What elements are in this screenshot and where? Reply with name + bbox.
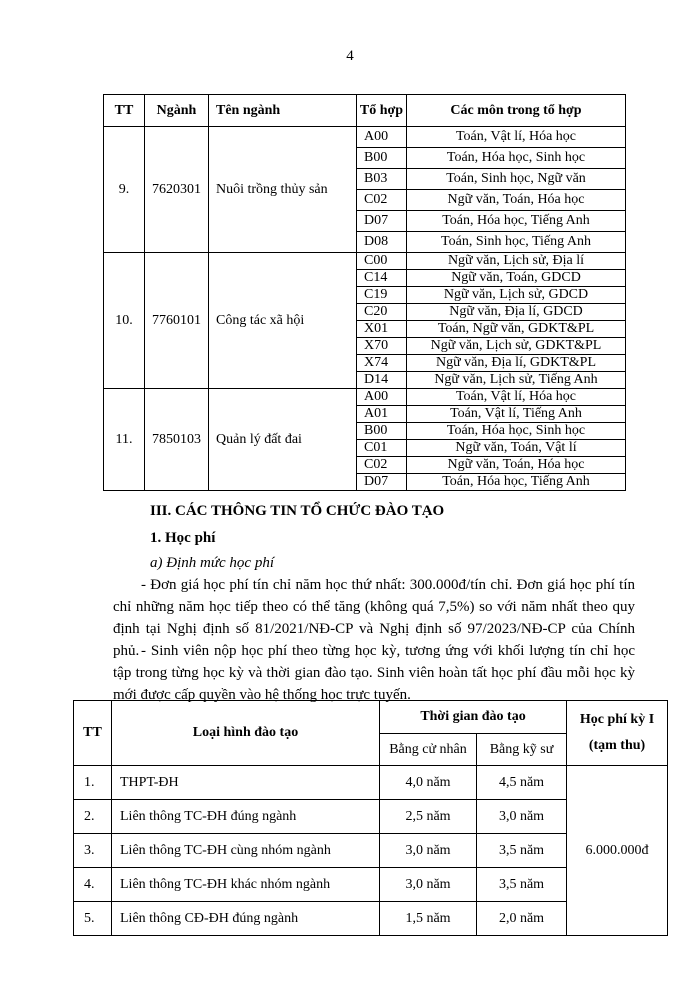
header-fee: [567, 701, 668, 766]
engineer-duration: 2,0 năm: [477, 902, 567, 936]
row-tt: 5.: [74, 902, 112, 936]
combo-subjects: Toán, Hóa học, Tiếng Anh: [407, 474, 626, 491]
training-type: Liên thông TC-ĐH cùng nhóm ngành: [112, 834, 380, 868]
row-tt: 11.: [104, 389, 145, 491]
bachelor-duration: 4,0 năm: [380, 766, 477, 800]
bachelor-duration: 1,5 năm: [380, 902, 477, 936]
row-tt: 4.: [74, 868, 112, 902]
combo-code: D14: [357, 372, 407, 389]
paragraph-payment: - Sinh viên nộp học phí theo từng học kỳ, tương ứng với khối lượng tín chỉ học tập trong từng học kỳ và thời gian đào tạo. Sinh viên hoàn tất học phí đầu mỗi học kỳ mới được cấp quyền vào hệ thống học trực tuyến.: [113, 643, 635, 703]
combo-subjects: Toán, Sinh học, Ngữ văn: [407, 169, 626, 190]
subsection-title: 1. Học phí: [150, 530, 216, 546]
header-code: Ngành: [145, 95, 209, 127]
combo-code: C01: [357, 440, 407, 457]
combo-code: A00: [357, 127, 407, 148]
combo-subjects: Ngữ văn, Toán, GDCD: [407, 270, 626, 287]
header-training-type: Loại hình đào tạo: [112, 701, 380, 766]
page-number: 4: [346, 48, 354, 64]
combo-code: C19: [357, 287, 407, 304]
header-tt: TT: [104, 95, 145, 127]
row-tt: 2.: [74, 800, 112, 834]
row-tt: 9.: [104, 127, 145, 253]
combo-subjects: Toán, Hóa học, Sinh học: [407, 423, 626, 440]
major-code: 7620301: [145, 127, 209, 253]
table-header-row: [104, 95, 626, 127]
bachelor-duration: 2,5 năm: [380, 800, 477, 834]
training-type: Liên thông TC-ĐH khác nhóm ngành: [112, 868, 380, 902]
combo-subjects: Ngữ văn, Địa lí, GDKT&PL: [407, 355, 626, 372]
header-bachelor: Bằng cử nhân: [380, 734, 477, 766]
training-type: Liên thông CĐ-ĐH đúng ngành: [112, 902, 380, 936]
header-subjects: Các môn trong tổ hợp: [407, 95, 626, 127]
combo-subjects: Ngữ văn, Địa lí, GDCD: [407, 304, 626, 321]
combo-subjects: Toán, Sinh học, Tiếng Anh: [407, 232, 626, 253]
combo-code: X74: [357, 355, 407, 372]
header-fee-line2: (tạm thu): [588, 738, 646, 753]
header-engineer: Bằng kỹ sư: [477, 734, 567, 766]
tuition-fee: 6.000.000đ: [567, 766, 668, 936]
combo-subjects: Ngữ văn, Lịch sử, GDCD: [407, 287, 626, 304]
combo-subjects: Ngữ văn, Lịch sử, Địa lí: [407, 253, 626, 270]
admission-combination-table: [103, 94, 626, 491]
sub-a-title: a) Định mức học phí: [150, 555, 274, 571]
table-row: [74, 766, 668, 800]
combo-subjects: Ngữ văn, Toán, Hóa học: [407, 190, 626, 211]
combo-code: B00: [357, 148, 407, 169]
table-row: [104, 127, 626, 148]
combo-code: D07: [357, 211, 407, 232]
combo-subjects: Toán, Vật lí, Hóa học: [407, 389, 626, 406]
section-title: III. CÁC THÔNG TIN TỔ CHỨC ĐÀO TẠO: [150, 503, 445, 519]
tuition-table: [73, 700, 668, 936]
combo-subjects: Toán, Hóa học, Sinh học: [407, 148, 626, 169]
combo-subjects: Toán, Vật lí, Tiếng Anh: [407, 406, 626, 423]
combo-subjects: Ngữ văn, Toán, Vật lí: [407, 440, 626, 457]
combo-code: C14: [357, 270, 407, 287]
combo-subjects: Ngữ văn, Lịch sử, GDKT&PL: [407, 338, 626, 355]
row-tt: 1.: [74, 766, 112, 800]
combo-code: B03: [357, 169, 407, 190]
header-tt: TT: [74, 701, 112, 766]
header-fee-line1: Học phí kỳ I: [579, 712, 655, 727]
combo-code: C02: [357, 190, 407, 211]
combo-code: A00: [357, 389, 407, 406]
engineer-duration: 3,5 năm: [477, 868, 567, 902]
engineer-duration: 4,5 năm: [477, 766, 567, 800]
major-name: Nuôi trồng thủy sản: [209, 127, 357, 253]
table-row: [104, 389, 626, 406]
header-name: Tên ngành: [209, 95, 357, 127]
combo-subjects: Toán, Vật lí, Hóa học: [407, 127, 626, 148]
header-training-time: Thời gian đào tạo: [380, 701, 567, 734]
major-name: Quản lý đất đai: [209, 389, 357, 491]
combo-code: X70: [357, 338, 407, 355]
table-row: [104, 253, 626, 270]
combo-code: B00: [357, 423, 407, 440]
training-type: Liên thông TC-ĐH đúng ngành: [112, 800, 380, 834]
combo-subjects: Ngữ văn, Toán, Hóa học: [407, 457, 626, 474]
combo-code: C20: [357, 304, 407, 321]
bachelor-duration: 3,0 năm: [380, 868, 477, 902]
bachelor-duration: 3,0 năm: [380, 834, 477, 868]
engineer-duration: 3,5 năm: [477, 834, 567, 868]
row-tt: 10.: [104, 253, 145, 389]
combo-subjects: Ngữ văn, Lịch sử, Tiếng Anh: [407, 372, 626, 389]
combo-code: C02: [357, 457, 407, 474]
major-code: 7850103: [145, 389, 209, 491]
row-tt: 3.: [74, 834, 112, 868]
major-code: 7760101: [145, 253, 209, 389]
combo-subjects: Toán, Hóa học, Tiếng Anh: [407, 211, 626, 232]
header-combo: Tổ hợp: [357, 95, 407, 127]
major-name: Công tác xã hội: [209, 253, 357, 389]
combo-subjects: Toán, Ngữ văn, GDKT&PL: [407, 321, 626, 338]
combo-code: D07: [357, 474, 407, 491]
combo-code: A01: [357, 406, 407, 423]
training-type: THPT-ĐH: [112, 766, 380, 800]
combo-code: D08: [357, 232, 407, 253]
combo-code: C00: [357, 253, 407, 270]
engineer-duration: 3,0 năm: [477, 800, 567, 834]
paragraph-tuition-rate: - Đơn giá học phí tín chỉ năm học thứ nhất: 300.000đ/tín chỉ. Đơn giá học phí tín chỉ những năm học tiếp theo có thể tăng (không quá 7,5%) so với năm nhất theo quy định tại Nghị định số 81/2021/NĐ-CP và Nghị định số 97/2023/NĐ-CP của Chính phủ.: [113, 577, 635, 659]
combo-code: X01: [357, 321, 407, 338]
